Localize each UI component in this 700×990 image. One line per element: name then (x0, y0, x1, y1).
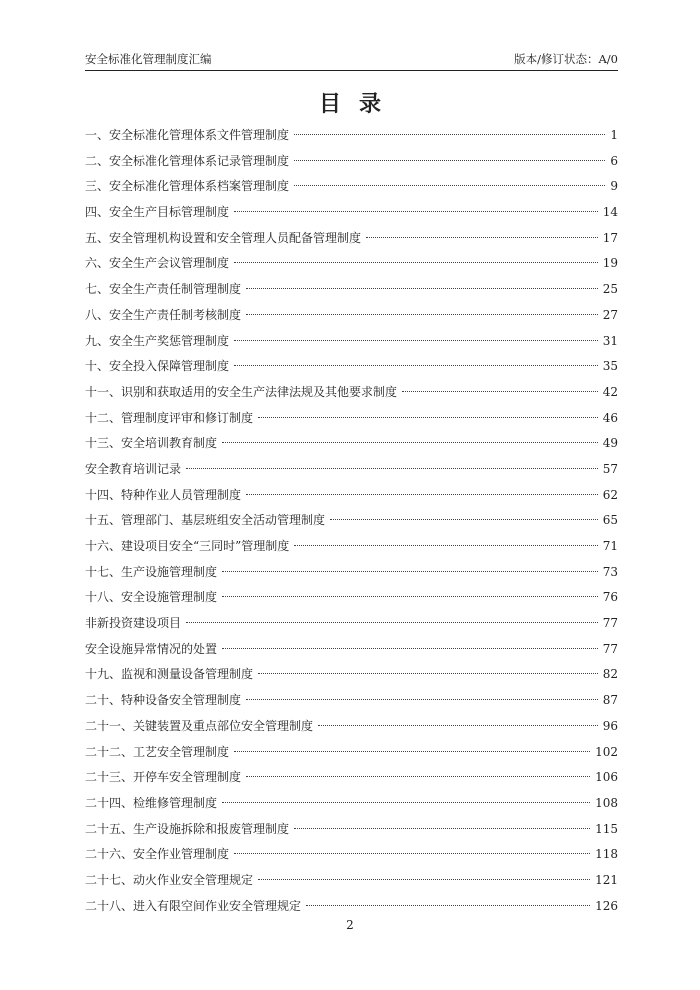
toc-entry-label: 二、安全标准化管理体系记录管理制度 (85, 153, 290, 168)
toc-entry-page: 35 (602, 359, 618, 374)
toc-entry[interactable] (85, 585, 618, 611)
toc-entry-label: 安全教育培训记录 (85, 461, 182, 476)
toc-dot-leader (246, 699, 598, 700)
toc-entry-label: 四、安全生产目标管理制度 (85, 205, 230, 220)
toc-entry-page: 14 (602, 205, 618, 220)
toc-entry[interactable] (85, 329, 618, 355)
toc-entry[interactable] (85, 431, 618, 457)
toc-entry[interactable] (85, 380, 618, 406)
toc-dot-leader (222, 802, 590, 803)
toc-entry-label: 五、安全管理机构设置和安全管理人员配备管理制度 (85, 230, 362, 245)
toc-entry-page: 65 (602, 513, 618, 528)
toc-entry[interactable] (85, 637, 618, 663)
toc-entry-label: 一、安全标准化管理体系文件管理制度 (85, 128, 290, 142)
toc-entry[interactable] (85, 740, 618, 766)
toc-entry[interactable] (85, 868, 618, 894)
toc-dot-leader (294, 160, 605, 161)
toc-entry-label: 十七、生产设施管理制度 (85, 564, 218, 579)
toc-dot-leader (366, 237, 598, 238)
toc-entry-label: 八、安全生产责任制考核制度 (85, 307, 242, 322)
toc-entry-label: 十八、安全设施管理制度 (85, 590, 218, 605)
toc-entry[interactable] (85, 277, 618, 303)
toc-entry-label: 非新投资建设项目 (85, 616, 182, 631)
toc-entry[interactable] (85, 483, 618, 509)
toc-entry[interactable] (85, 457, 618, 483)
header-version-status: 版本/修订状态：A/0 (514, 52, 618, 66)
toc-dot-leader (234, 340, 598, 341)
toc-entry[interactable] (85, 534, 618, 560)
toc-entry-page: 77 (602, 616, 618, 631)
toc-dot-leader (330, 519, 598, 520)
toc-entry-page: 57 (602, 461, 618, 476)
toc-dot-leader (246, 314, 598, 315)
toc-dot-leader (234, 853, 590, 854)
toc-dot-leader (294, 134, 605, 135)
toc-entry[interactable] (85, 611, 618, 637)
page-number: 2 (346, 918, 354, 932)
toc-dot-leader (222, 648, 598, 649)
toc-entry[interactable] (85, 354, 618, 380)
toc-entry[interactable] (85, 174, 618, 200)
toc-entry-label: 十二、管理制度评审和修订制度 (85, 410, 254, 425)
toc-entry-label: 二十五、生产设施拆除和报废管理制度 (85, 821, 290, 836)
toc-entry-page: 77 (602, 641, 618, 656)
toc-entry-page: 46 (602, 410, 618, 425)
toc-entry-page: 102 (595, 744, 618, 759)
toc-entry-page: 87 (602, 693, 618, 708)
toc-dot-leader (246, 288, 598, 289)
toc-entry[interactable] (85, 662, 618, 688)
toc-entry-page: 106 (595, 770, 618, 785)
toc-entry-label: 三、安全标准化管理体系档案管理制度 (85, 179, 290, 194)
toc-entry[interactable] (85, 123, 618, 149)
toc-entry-page: 126 (595, 898, 618, 913)
toc-entry-page: 62 (602, 487, 618, 502)
toc-dot-leader (246, 776, 590, 777)
header-document-title: 安全标准化管理制度汇编 (85, 52, 212, 66)
toc-dot-leader (294, 828, 590, 829)
toc-entry[interactable] (85, 714, 618, 740)
header-divider (85, 70, 618, 71)
toc-entry[interactable] (85, 200, 618, 226)
toc-dot-leader (222, 442, 598, 443)
toc-title: 目录 (318, 91, 399, 117)
toc-entry-label: 十四、特种作业人员管理制度 (85, 487, 242, 502)
toc-entry-label: 二十六、安全作业管理制度 (85, 847, 230, 862)
toc-entry-page: 42 (602, 384, 618, 399)
toc-entry-page: 9 (610, 179, 618, 194)
toc-entry-label: 十一、识别和获取适用的安全生产法律法规及其他要求制度 (85, 384, 398, 399)
toc-dot-leader (402, 391, 598, 392)
toc-entry-page: 31 (602, 333, 618, 348)
page-header (85, 48, 618, 70)
toc-entry-page: 19 (602, 256, 618, 271)
toc-entry[interactable] (85, 149, 618, 175)
toc-dot-leader (258, 673, 598, 674)
toc-entry-label: 安全设施异常情况的处置 (85, 641, 218, 656)
toc-entry-label: 九、安全生产奖惩管理制度 (85, 333, 230, 348)
toc-dot-leader (186, 622, 598, 623)
toc-entry[interactable] (85, 765, 618, 791)
toc-entry-page: 115 (595, 821, 618, 836)
toc-entry-label: 十六、建设项目安全“三同时”管理制度 (85, 539, 290, 553)
toc-entry-page: 73 (602, 564, 618, 579)
toc-entry-label: 二十二、工艺安全管理制度 (85, 744, 230, 759)
toc-entry-page: 6 (610, 153, 618, 168)
toc-entry[interactable] (85, 303, 618, 329)
toc-dot-leader (258, 879, 590, 880)
toc-entry-page: 108 (595, 795, 618, 810)
toc-dot-leader (306, 905, 590, 906)
toc-entry[interactable] (85, 226, 618, 252)
toc-entry-page: 49 (602, 436, 618, 451)
toc-entry[interactable] (85, 688, 618, 714)
toc-entry[interactable] (85, 894, 618, 920)
toc-entry-label: 六、安全生产会议管理制度 (85, 256, 230, 271)
toc-dot-leader (186, 468, 598, 469)
toc-dot-leader (234, 365, 598, 366)
toc-entry[interactable] (85, 817, 618, 843)
toc-entry-label: 七、安全生产责任制管理制度 (85, 282, 242, 297)
toc-entry[interactable] (85, 251, 618, 277)
toc-entry-page: 27 (602, 307, 618, 322)
toc-entry[interactable] (85, 791, 618, 817)
toc-dot-leader (222, 596, 598, 597)
toc-entry-label: 十九、监视和测量设备管理制度 (85, 667, 254, 682)
toc-entry-page: 1 (610, 128, 618, 142)
toc-dot-leader (294, 185, 605, 186)
toc-entry-label: 二十、特种设备安全管理制度 (85, 693, 242, 708)
toc-entry[interactable] (85, 842, 618, 868)
toc-entry-page: 96 (602, 718, 618, 733)
toc-dot-leader (258, 417, 598, 418)
toc-entry-page: 82 (602, 667, 618, 682)
toc-dot-leader (234, 751, 590, 752)
toc-dot-leader (318, 725, 598, 726)
toc-entry-label: 二十一、关键装置及重点部位安全管理制度 (85, 718, 314, 733)
toc-dot-leader (246, 494, 598, 495)
toc-dot-leader (222, 571, 598, 572)
toc-dot-leader (234, 262, 598, 263)
toc-entry[interactable] (85, 560, 618, 586)
toc-entry-label: 十、安全投入保障管理制度 (85, 359, 230, 374)
toc-entry[interactable] (85, 508, 618, 534)
table-of-contents (85, 123, 618, 919)
toc-entry-page: 118 (595, 847, 618, 862)
toc-dot-leader (234, 211, 598, 212)
toc-entry-label: 十三、安全培训教育制度 (85, 436, 218, 451)
toc-entry-page: 71 (602, 539, 618, 553)
toc-dot-leader (294, 545, 597, 546)
toc-entry-label: 十五、管理部门、基层班组安全活动管理制度 (85, 513, 326, 528)
toc-entry-page: 121 (595, 872, 618, 887)
toc-entry-label: 二十七、动火作业安全管理规定 (85, 872, 254, 887)
toc-entry-page: 25 (602, 282, 618, 297)
toc-entry-page: 17 (602, 230, 618, 245)
toc-entry[interactable] (85, 406, 618, 432)
toc-entry-label: 二十四、检维修管理制度 (85, 795, 218, 810)
toc-entry-label: 二十八、进入有限空间作业安全管理规定 (85, 898, 302, 913)
toc-entry-label: 二十三、开停车安全管理制度 (85, 770, 242, 785)
toc-entry-page: 76 (602, 590, 618, 605)
